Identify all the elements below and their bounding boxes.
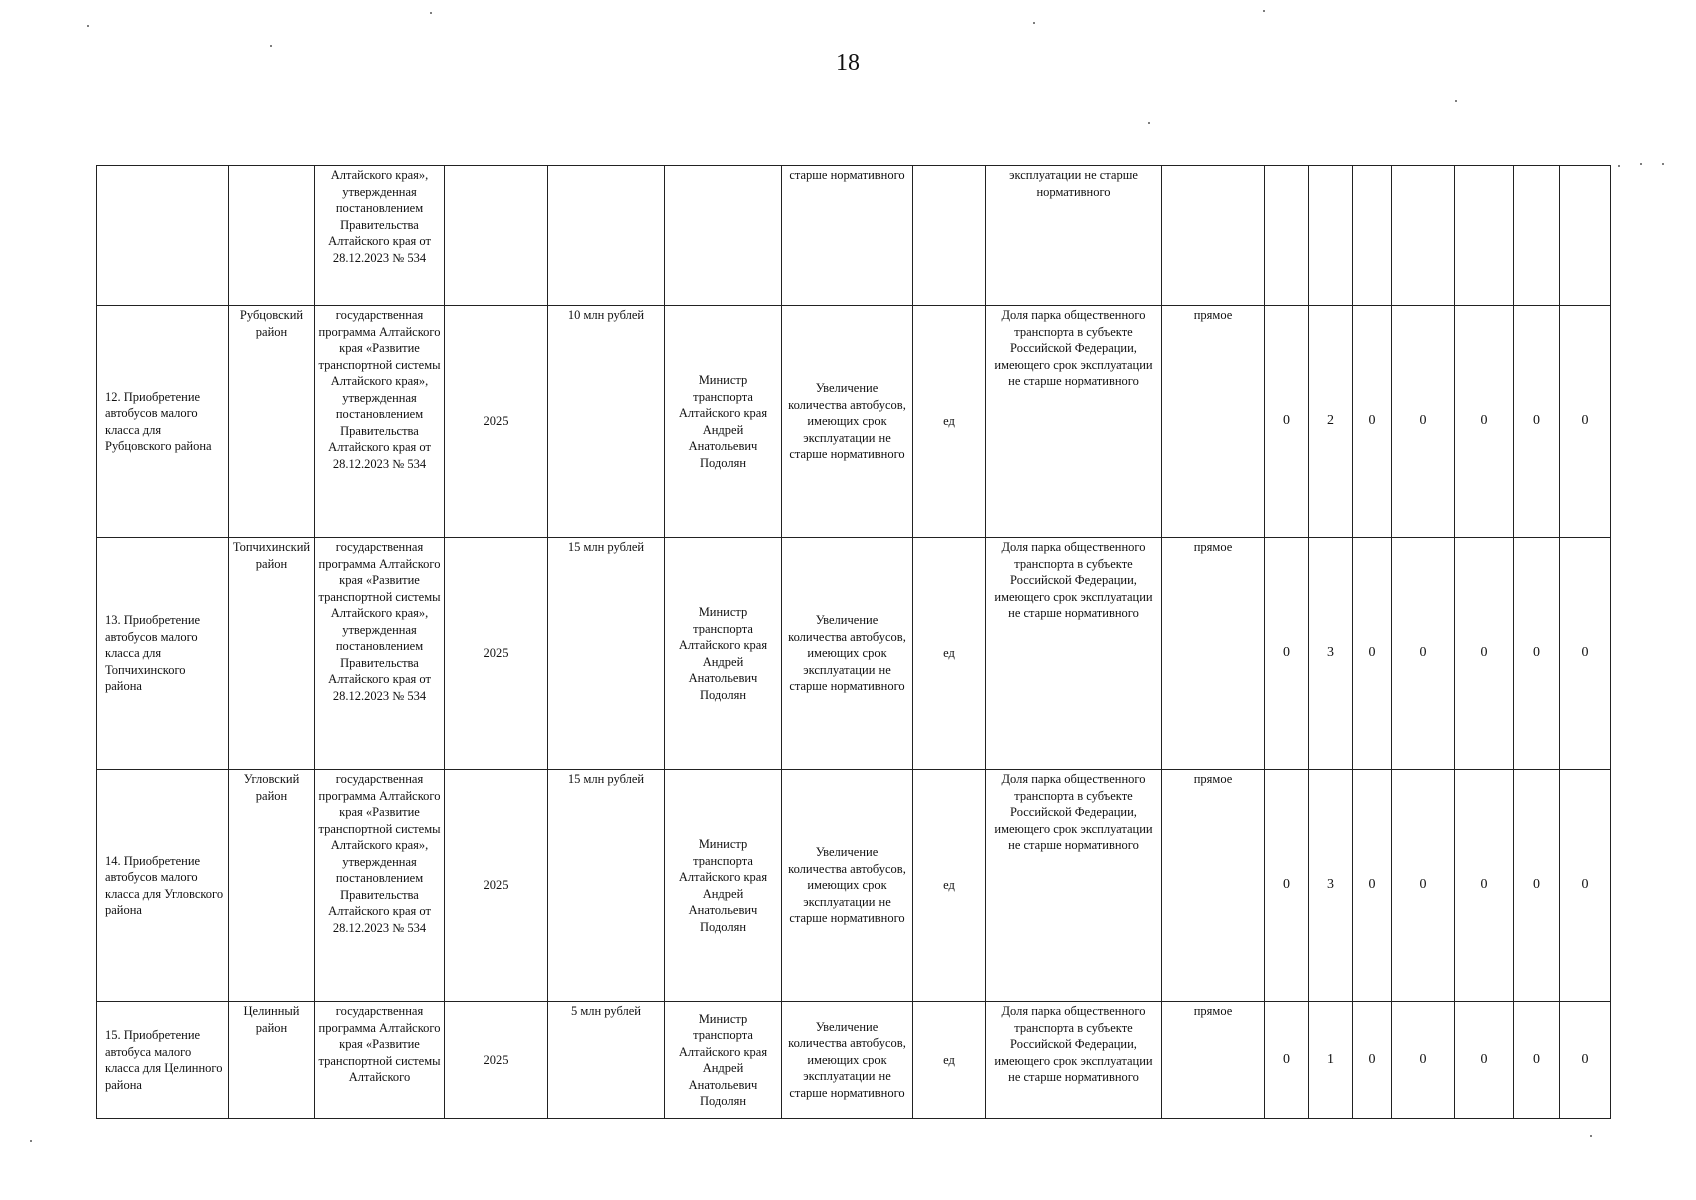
value-cell: 0 [1560,538,1611,770]
responsible-cell: Министр транспорта Алтайского края Андрей Анатольевич Подолян [665,1002,782,1119]
name-cell: 13. Приобретение автобусов малого класса для Топчихинского района [97,538,229,770]
name-cell [97,166,229,306]
value-cell: 0 [1514,306,1560,538]
district-cell: Топчихинский район [229,538,315,770]
value-cell [1309,166,1353,306]
program-cell: государственная программа Алтайского края «Развитие транспортной системы Алтайского края», утвержденная постановлением Правительства Алтайского края от 28.12.2023 № 534 [315,538,445,770]
program-cell: Алтайского края», утвержденная постановлением Правительства Алтайского края от 28.12.2023 № 534 [315,166,445,306]
unit-cell: ед [913,538,986,770]
scan-speck [1618,165,1620,167]
value-cell: 0 [1514,770,1560,1002]
funding-cell: 5 млн рублей [548,1002,665,1119]
district-cell [229,166,315,306]
value-cell [1455,166,1514,306]
scan-speck [270,45,272,47]
responsible-cell: Министр транспорта Алтайского края Андрей Анатольевич Подолян [665,770,782,1002]
value-cell: 0 [1265,770,1309,1002]
table-row [97,166,1611,306]
value-cell: 0 [1455,770,1514,1002]
district-cell: Рубцовский район [229,306,315,538]
result-cell: Увеличение количества автобусов, имеющих срок эксплуатации не старше нормативного [782,538,913,770]
value-cell: 0 [1353,306,1392,538]
name-cell: 14. Приобретение автобусов малого класса для Угловского района [97,770,229,1002]
name-cell: 12. Приобретение автобусов малого класса для Рубцовского района [97,306,229,538]
value-cell [1265,166,1309,306]
value-cell: 3 [1309,770,1353,1002]
scan-speck [30,1140,32,1142]
impact-cell: прямое [1162,1002,1265,1119]
impact-cell [1162,166,1265,306]
value-cell: 0 [1265,306,1309,538]
value-cell: 0 [1353,770,1392,1002]
year-cell: 2025 [445,306,548,538]
table-row [97,306,1611,538]
year-cell: 2025 [445,538,548,770]
value-cell: 0 [1455,306,1514,538]
value-cell: 0 [1392,538,1455,770]
result-cell: Увеличение количества автобусов, имеющих срок эксплуатации не старше нормативного [782,306,913,538]
value-cell: 0 [1455,538,1514,770]
result-cell: Увеличение количества автобусов, имеющих срок эксплуатации не старше нормативного [782,770,913,1002]
value-cell: 0 [1265,1002,1309,1119]
funding-cell: 15 млн рублей [548,770,665,1002]
scan-speck [1640,163,1642,165]
district-cell: Угловский район [229,770,315,1002]
indicator-cell: эксплуатации не старше нормативного [986,166,1162,306]
scan-speck [87,25,89,27]
value-cell: 0 [1560,770,1611,1002]
value-cell: 0 [1392,770,1455,1002]
responsible-cell [665,166,782,306]
responsible-cell: Министр транспорта Алтайского края Андрей Анатольевич Подолян [665,306,782,538]
scan-speck [1455,100,1457,102]
value-cell: 0 [1353,1002,1392,1119]
year-cell: 2025 [445,770,548,1002]
result-cell: старше нормативного [782,166,913,306]
value-cell [1560,166,1611,306]
value-cell: 0 [1560,1002,1611,1119]
program-cell: государственная программа Алтайского края «Развитие транспортной системы Алтайского [315,1002,445,1119]
value-cell: 0 [1514,1002,1560,1119]
district-cell: Целинный район [229,1002,315,1119]
value-cell [1353,166,1392,306]
value-cell: 0 [1392,1002,1455,1119]
table-row [97,538,1611,770]
value-cell: 0 [1514,538,1560,770]
responsible-cell: Министр транспорта Алтайского края Андрей Анатольевич Подолян [665,538,782,770]
page-number: 18 [836,50,860,76]
value-cell [1392,166,1455,306]
unit-cell: ед [913,306,986,538]
value-cell: 2 [1309,306,1353,538]
name-cell: 15. Приобретение автобуса малого класса для Целинного района [97,1002,229,1119]
unit-cell: ед [913,1002,986,1119]
program-cell: государственная программа Алтайского края «Развитие транспортной системы Алтайского края», утвержденная постановлением Правительства Алтайского края от 28.12.2023 № 534 [315,306,445,538]
unit-cell: ед [913,770,986,1002]
value-cell: 0 [1265,538,1309,770]
measures-table [96,165,1611,1119]
impact-cell: прямое [1162,770,1265,1002]
scan-speck [1263,10,1265,12]
impact-cell: прямое [1162,538,1265,770]
table-row [97,1002,1611,1119]
funding-cell: 10 млн рублей [548,306,665,538]
value-cell [1514,166,1560,306]
funding-cell: 15 млн рублей [548,538,665,770]
result-cell: Увеличение количества автобусов, имеющих срок эксплуатации не старше нормативного [782,1002,913,1119]
year-cell: 2025 [445,1002,548,1119]
program-cell: государственная программа Алтайского края «Развитие транспортной системы Алтайского края», утвержденная постановлением Правительства Алтайского края от 28.12.2023 № 534 [315,770,445,1002]
value-cell: 1 [1309,1002,1353,1119]
scan-speck [1590,1135,1592,1137]
funding-cell [548,166,665,306]
value-cell: 3 [1309,538,1353,770]
value-cell: 0 [1353,538,1392,770]
scan-speck [1662,163,1664,165]
value-cell: 0 [1455,1002,1514,1119]
table-row [97,770,1611,1002]
indicator-cell: Доля парка общественного транспорта в субъекте Российской Федерации, имеющего срок эксплуатации не старше нормативного [986,770,1162,1002]
indicator-cell: Доля парка общественного транспорта в субъекте Российской Федерации, имеющего срок эксплуатации не старше нормативного [986,1002,1162,1119]
scan-speck [430,12,432,14]
indicator-cell: Доля парка общественного транспорта в субъекте Российской Федерации, имеющего срок эксплуатации не старше нормативного [986,306,1162,538]
year-cell [445,166,548,306]
impact-cell: прямое [1162,306,1265,538]
value-cell: 0 [1392,306,1455,538]
value-cell: 0 [1560,306,1611,538]
indicator-cell: Доля парка общественного транспорта в субъекте Российской Федерации, имеющего срок эксплуатации не старше нормативного [986,538,1162,770]
scan-speck [1148,122,1150,124]
unit-cell [913,166,986,306]
scan-speck [1033,22,1035,24]
